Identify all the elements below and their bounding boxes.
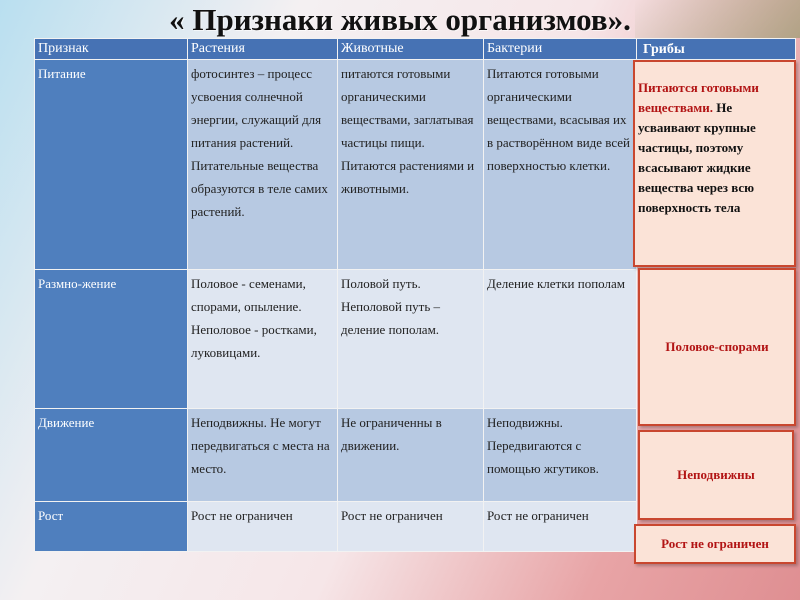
animals-cell: Половой путь. Неполовой путь – деление пополам.: [338, 270, 484, 409]
fungi-growth-text: Рост не ограничен: [661, 536, 769, 551]
header-animals: Животные: [338, 39, 484, 60]
bacteria-cell: Рост не ограничен: [484, 502, 637, 552]
table-row-movement: [35, 409, 637, 502]
plants-cell: фотосинтез – процесс усвоения солнечной энергии, служащий для питания растений. Питательные вещества образуются в теле самих растений.: [188, 60, 338, 270]
plants-cell: Неподвижны. Не могут передвигаться с места на место.: [188, 409, 338, 502]
table-row-reproduction: [35, 270, 637, 409]
header-feature: Признак: [35, 39, 188, 60]
feature-cell: Питание: [35, 60, 188, 270]
feature-cell: Рост: [35, 502, 188, 552]
plants-cell: Половое - семенами, спорами, опыление. Неполовое - ростками, луковицами.: [188, 270, 338, 409]
header-bacteria: Бактерии: [484, 39, 637, 60]
fungi-nutrition-highlight: Питаются готовыми веществами.: [638, 80, 759, 115]
fungi-nutrition-text: Не усваивают крупные частицы, поэтому всасывают жидкие вещества через всю поверхность тела: [638, 100, 756, 215]
bacteria-cell: Деление клетки пополам: [484, 270, 637, 409]
fungi-reproduction-text: Половое-спорами: [665, 339, 769, 354]
fungi-movement-box: [638, 430, 794, 520]
table-header-row: [35, 39, 637, 60]
feature-cell: Движение: [35, 409, 188, 502]
header-plants: Растения: [188, 39, 338, 60]
fungi-reproduction-box: [638, 268, 796, 426]
bacteria-cell: Питаются готовыми органическими веществами, всасывая их в растворённом виде всей поверхностью клетки.: [484, 60, 637, 270]
animals-cell: питаются готовыми органическими веществами, заглатывая частицы пищи. Питаются растениями и животными.: [338, 60, 484, 270]
feature-cell: Размно-жение: [35, 270, 188, 409]
fungi-movement-text: Неподвижны: [677, 467, 755, 482]
header-fungi: Грибы: [636, 38, 796, 60]
bacteria-cell: Неподвижны. Передвигаются с помощью жгутиков.: [484, 409, 637, 502]
fungi-nutrition-box: [633, 60, 796, 267]
table-row-growth: [35, 502, 637, 552]
animals-cell: Рост не ограничен: [338, 502, 484, 552]
page-title: « Признаки живых организмов».: [169, 2, 631, 37]
table-row-nutrition: [35, 60, 637, 270]
plants-cell: Рост не ограничен: [188, 502, 338, 552]
fungi-growth-box: [634, 524, 796, 564]
comparison-table: [34, 38, 637, 552]
animals-cell: Не ограниченны в движении.: [338, 409, 484, 502]
